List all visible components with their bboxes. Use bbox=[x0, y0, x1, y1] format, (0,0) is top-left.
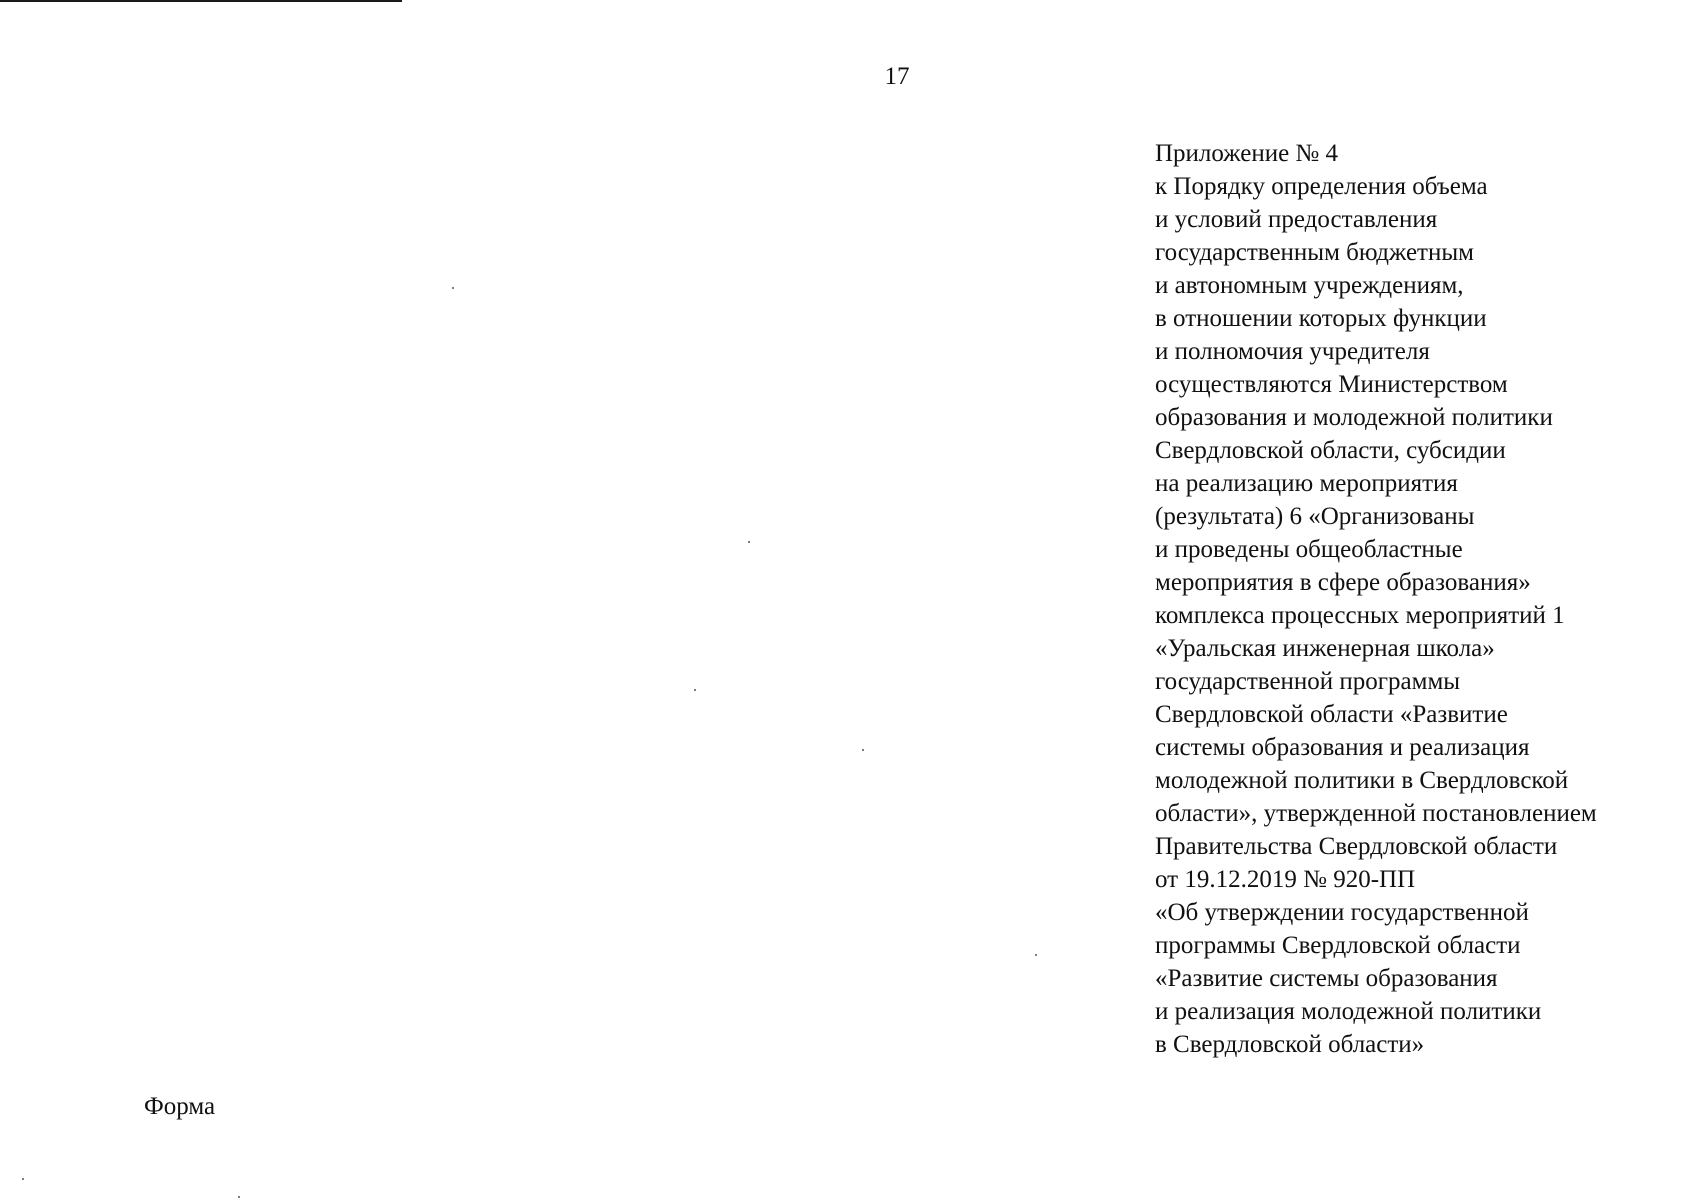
scan-speck bbox=[1035, 954, 1037, 956]
scan-speck bbox=[748, 541, 750, 543]
appendix-line: комплекса процессных мероприятий 1 bbox=[1155, 602, 1565, 629]
appendix-line: программы Свердловской области bbox=[1155, 932, 1521, 959]
appendix-line: государственным бюджетным bbox=[1155, 239, 1474, 266]
appendix-line: осуществляются Министерством bbox=[1155, 371, 1508, 398]
scan-speck bbox=[862, 749, 864, 751]
appendix-line: на реализацию мероприятия bbox=[1155, 470, 1458, 497]
scan-speck bbox=[694, 689, 696, 691]
scan-speck bbox=[22, 1178, 24, 1180]
appendix-line: Приложение № 4 bbox=[1155, 140, 1339, 167]
appendix-header-block bbox=[1155, 137, 1695, 1061]
appendix-line: и автономным учреждениям, bbox=[1155, 272, 1464, 299]
appendix-line: к Порядку определения объема bbox=[1155, 173, 1488, 200]
appendix-line: в Свердловской области» bbox=[1155, 1031, 1425, 1058]
appendix-line: «Уральская инженерная школа» bbox=[1155, 635, 1495, 662]
form-label: Форма bbox=[144, 1093, 216, 1120]
appendix-line: Правительства Свердловской области bbox=[1155, 833, 1558, 860]
appendix-line: и проведены общеобластные bbox=[1155, 536, 1463, 563]
appendix-line: молодежной политики в Свердловской bbox=[1155, 767, 1569, 794]
appendix-line: государственной программы bbox=[1155, 668, 1461, 695]
appendix-line: «Об утверждении государственной bbox=[1155, 899, 1529, 926]
scan-speck bbox=[452, 287, 454, 289]
appendix-line: от 19.12.2019 № 920-ПП bbox=[1155, 866, 1416, 893]
appendix-line: «Развитие системы образования bbox=[1155, 965, 1498, 992]
scan-speck bbox=[238, 1196, 240, 1198]
appendix-line: мероприятия в сфере образования» bbox=[1155, 569, 1531, 596]
scan-edge-line bbox=[0, 0, 402, 2]
page-number: 17 bbox=[884, 63, 910, 90]
appendix-line: системы образования и реализация bbox=[1155, 734, 1530, 761]
appendix-line: и полномочия учредителя bbox=[1155, 338, 1430, 365]
appendix-line: (результата) 6 «Организованы bbox=[1155, 503, 1475, 530]
appendix-line: и условий предоставления bbox=[1155, 206, 1438, 233]
appendix-line: и реализация молодежной политики bbox=[1155, 998, 1542, 1025]
appendix-line: области», утвержденной постановлением bbox=[1155, 800, 1597, 827]
appendix-line: в отношении которых функции bbox=[1155, 305, 1487, 332]
appendix-line: Свердловской области, субсидии bbox=[1155, 437, 1506, 464]
appendix-line: образования и молодежной политики bbox=[1155, 404, 1553, 431]
appendix-line: Свердловской области «Развитие bbox=[1155, 701, 1508, 728]
